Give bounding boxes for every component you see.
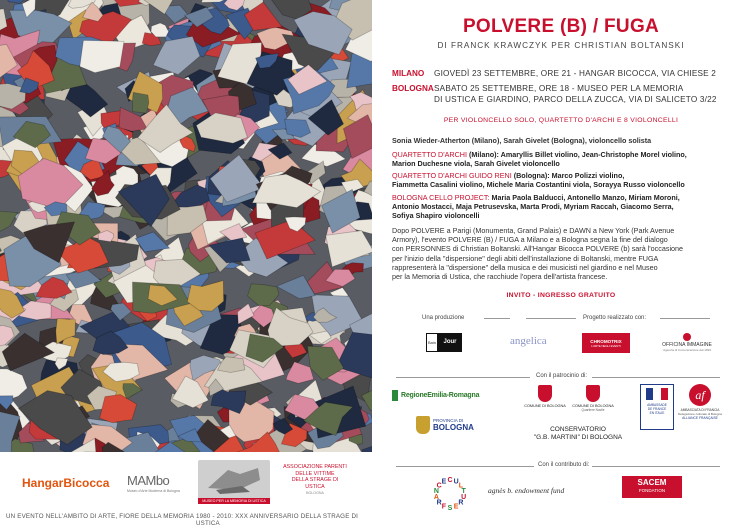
culturesfrance-letter: E: [453, 503, 459, 511]
comune-bologna-logo: [520, 385, 570, 408]
officina-dot-icon: [683, 333, 691, 341]
regione-logo: RegioneEmilia-Romagna: [392, 390, 492, 401]
ambassade-line-3: EN ITALIE: [649, 411, 665, 415]
page-subtitle: DI FRANCK KRAWCZYK PER CHRISTIAN BOLTANSKI: [437, 41, 685, 50]
cello-project: [392, 193, 732, 221]
divider: [660, 318, 710, 319]
culturesfrance-logo: [430, 474, 470, 514]
mambo-subtitle: Museo d'Arte Moderna di Bologna: [127, 489, 180, 493]
patrocinio-label: Con il patrocinio di:: [536, 373, 588, 379]
culturesfrance-letter: S: [447, 505, 453, 512]
provincia-label: PROVINCIA DI: [433, 418, 464, 423]
clothes-pile-photo: [0, 0, 372, 452]
culturesfrance-letter: C: [436, 482, 442, 490]
produzione-label: Una produzione: [422, 315, 465, 321]
ambassade-line-2: DE FRANCE: [647, 407, 667, 411]
quartet-milano: [392, 150, 732, 168]
contributo-label: Con il contributo di:: [538, 462, 590, 468]
af-line-3: ALLIANCE FRANÇAISE: [682, 416, 718, 420]
provincia-city: BOLOGNA: [433, 423, 474, 432]
museo-ustica-logo: [198, 460, 270, 504]
description-line: per l'inizio della "dispersione" degli abiti dell'installazione di Boltanski, mentre FUGA: [392, 253, 659, 263]
description: [392, 226, 732, 281]
conservatorio-line-1: CONSERVATORIO: [550, 426, 606, 433]
description-line: Dopo POLVERE a Parigi (Monumenta, Grand Palais) e DAWN a New York (Park Avenue: [392, 226, 675, 235]
bain-jour-logo: [426, 333, 462, 352]
divider: [484, 318, 510, 319]
assoc-line-2: DELLE VITTIME: [295, 470, 335, 477]
footer-right-text: 1980 - 2010: XXX ANNIVERSARIO DELLA STRAGE DI USTICA: [196, 513, 359, 527]
officina-name: OFFICINA IMMAGINE: [662, 342, 712, 348]
assoc-line-4: BOLOGNA: [306, 491, 324, 496]
culturesfrance-letter: L: [458, 482, 464, 490]
comune-crest-icon: [538, 385, 552, 402]
ambassade-logo: [640, 384, 674, 430]
event-line-bologna-2: DI USTICA E GIARDINO, PARCO DELLA ZUCCA, VIA DI SALICETO 3/22: [434, 95, 717, 104]
hangar-bicocca-logo: HangarBicocca: [22, 476, 110, 490]
comune-name: COMUNE DI BOLOGNA: [524, 404, 566, 408]
description-line: Armory), l'evento POLVERE (B) / FUGA a Milano e a Bologna segna la fine del dialogo: [392, 235, 668, 245]
quartet-milano-line2: Marion Duchesne viola, Sarah Givelet violoncello: [392, 159, 560, 169]
culturesfrance-letter: A: [433, 494, 439, 502]
provincia-crest-icon: [416, 416, 430, 434]
angelica-logo: angelica: [510, 335, 547, 347]
page-title: POLVERE (B) / FUGA: [462, 16, 660, 37]
jour-part: Jour: [438, 333, 462, 352]
assoc-line-1: ASSOCIAZIONE PARENTI: [283, 464, 347, 470]
ambassade-line-1: AMBASSADE: [647, 403, 667, 407]
culturesfrance-letter: U: [453, 478, 459, 486]
alliance-francaise-logo: [678, 384, 722, 430]
event-line-bologna-1: SABATO 25 SETTEMBRE, ORE 18 - MUSEO PER LA MEMORIA: [434, 84, 684, 93]
culturesfrance-letter: T: [461, 487, 466, 495]
description-line: con PERSONNES di Christian Boltanski. All'Hangar Bicocca POLVERE (b) sarà l'occasione: [392, 244, 684, 254]
soloists-line: Sonia Wieder-Atherton (Milano), Sarah Givelet (Bologna), violoncello solista: [392, 136, 652, 145]
cello-project-label: BOLOGNA CELLO PROJECT:: [392, 193, 490, 202]
culturesfrance-letter: R: [458, 499, 464, 507]
culturesfrance-letter: E: [441, 478, 447, 486]
event-city-milano: MILANO: [392, 69, 425, 78]
program-panel: [378, 0, 744, 531]
museo-caption: MUSEO PER LA MEMORIA DI USTICA: [198, 498, 270, 504]
mambo-logo: MAMbo: [127, 473, 170, 488]
formation-line: PER VIOLONCELLO SOLO, QUARTETTO D'ARCHI E 8 VIOLONCELLI: [443, 117, 679, 124]
cello-line3: Sofiya Shapiro violoncelli: [392, 211, 480, 221]
footer-left-text: UN EVENTO NELL'AMBITO DI ARTE, FIORE DELLA MEMORIA: [6, 513, 195, 520]
left-footer: [0, 452, 372, 531]
af-mark-icon: af: [689, 384, 711, 406]
quartet-bologna-line1: (Bologna): Marco Polizzi violino,: [513, 171, 625, 180]
culturesfrance-letter: U: [461, 494, 467, 502]
comune2-crest-icon: [586, 385, 600, 402]
chromotrix-logo: [582, 333, 630, 353]
description-line: per la Memoria di Ustica, che racchiude l'opera dell'artista francese.: [392, 272, 608, 282]
provincia-logo: [416, 416, 474, 434]
french-flag-icon: [646, 388, 668, 400]
endowment-logo: agnès b. endowment fund: [488, 486, 565, 495]
event-city-bologna: BOLOGNA: [392, 84, 434, 93]
divider: [396, 377, 530, 378]
quartet-bologna-line2: Fiammetta Casalini violino, Michele Maria Costantini viola, Sorayya Russo violoncello: [392, 180, 685, 190]
comune2-sub: Quartiere Navile: [581, 408, 605, 412]
divider: [396, 466, 534, 467]
realizzato-label: Progetto realizzato con:: [583, 315, 647, 321]
associazione-logo: [283, 464, 347, 497]
divider: [592, 466, 720, 467]
chromotrix-name: CHROMOTRIX: [590, 339, 622, 344]
bain-part: Bain: [426, 333, 438, 352]
invite-line: INVITO - INGRESSO GRATUITO: [506, 292, 616, 299]
quartet-milano-line1: (Milano): Amaryllis Billet violino, Jean-Christophe Morel violino,: [468, 150, 687, 159]
sacem-sub: FONDATION: [638, 488, 666, 493]
divider: [592, 377, 720, 378]
quartet-bologna-label: QUARTETTO D'ARCHI GUIDO RENI: [392, 171, 512, 180]
culturesfrance-letter: F: [441, 503, 447, 511]
chromotrix-sub: L'ARTE NEGLI EVENTI: [591, 344, 621, 348]
quartet-bologna: [392, 171, 732, 189]
officina-sub: Agenzia di Comunicazione dal 1993: [663, 348, 711, 352]
culturesfrance-letter: R: [436, 499, 442, 507]
conservatorio-logo: [528, 426, 628, 442]
comune2-name: COMUNE DI BOLOGNA: [572, 404, 614, 408]
comune-navile-logo: [568, 385, 618, 412]
quartet-milano-label: QUARTETTO D'ARCHI: [392, 150, 467, 159]
assoc-line-3: DELLA STRAGE DI USTICA: [291, 477, 339, 490]
fabric-patch: [132, 92, 148, 113]
sacem-logo: [622, 476, 682, 498]
af-line-1: AMBASCIATA DI FRANCIA: [680, 408, 720, 412]
conservatorio-line-2: "G.B. MARTINI" DI BOLOGNA: [533, 434, 623, 441]
culturesfrance-letter: C: [447, 477, 453, 484]
sacem-name: SACEM: [637, 478, 667, 487]
description-line: rappresenterà la "dispersione" della musica e dei musicisti nel giardino e nel Museo: [392, 262, 658, 272]
cello-line1: Maria Paola Balducci, Antonello Manzo, Miriam Moroni,: [491, 193, 680, 202]
fabric-patch: [285, 119, 311, 137]
cello-line2: Antonio Mostacci, Maja Petrusevska, Marta Prodi, Myriam Raccah, Giacomo Serra,: [392, 202, 674, 212]
divider: [526, 318, 576, 319]
culturesfrance-letter: N: [433, 487, 439, 495]
officina-logo: [650, 333, 724, 352]
event-line-milano: GIOVEDÌ 23 SETTEMBRE, ORE 21 - HANGAR BICOCCA, VIA CHIESE 2: [434, 69, 717, 78]
af-line-2: Delegazione culturale di Bologna: [678, 412, 722, 416]
